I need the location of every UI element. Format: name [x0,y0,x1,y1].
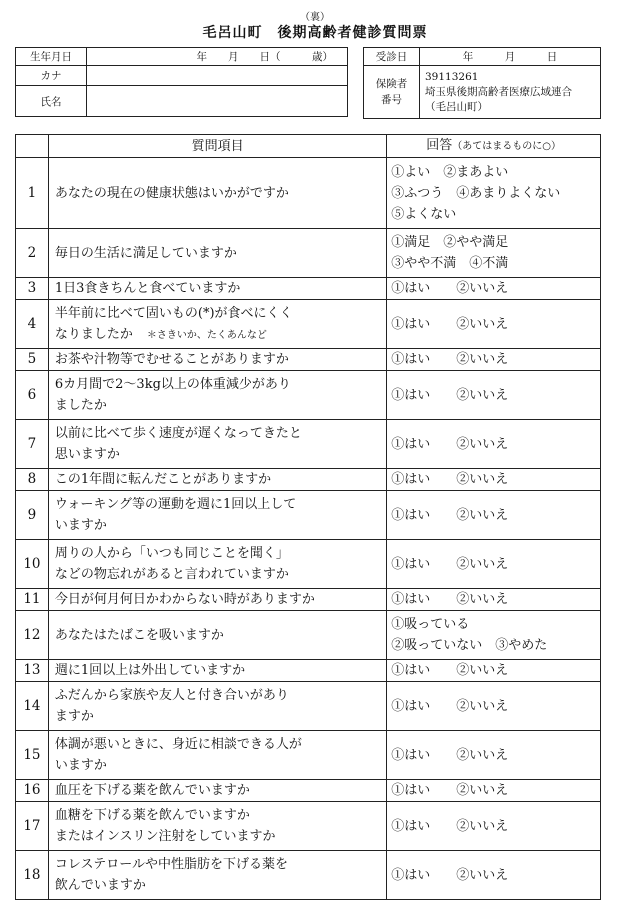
question-number-text: 17 [23,817,41,834]
answer-cell[interactable] [387,278,601,300]
question-line2: ますか [54,709,94,724]
question-number-text: 13 [23,662,41,678]
question-text [48,300,386,349]
question-row [16,300,601,349]
question-line2: いますか [54,518,107,533]
question-text [48,731,386,780]
name-field[interactable] [87,86,348,117]
question-text [48,371,386,420]
insurer-info [420,66,601,119]
answer-options-line1[interactable]: ①満足 ②やや満足 [391,235,509,250]
answer-header [387,135,601,158]
question-row [16,349,601,371]
question-line2-wrap [55,444,386,465]
answer-cell[interactable] [387,731,601,780]
answer-cell[interactable] [387,300,601,349]
question-number-text: 16 [23,782,41,798]
question-line1: この1年間に転んだことがありますか [54,472,272,487]
answer-options-line1[interactable]: ①はい ②いいえ [391,867,509,883]
answer-cell[interactable] [387,611,601,660]
question-text [48,682,386,731]
question-text [48,229,386,278]
question-number [16,682,49,731]
answer-cell[interactable] [387,491,601,540]
answer-cell[interactable] [387,469,601,491]
dob-field[interactable]: 年 月 日（ 歳） [87,48,348,66]
answer-options-line1[interactable]: ①はい ②いいえ [391,663,509,678]
kana-field[interactable] [87,66,348,86]
question-line1: 以前に比べて歩く速度が遅くなってきたと [54,426,302,441]
question-text [48,660,386,682]
question-row [16,540,601,589]
question-line1: 6カ月間で2～3kg以上の体重減少があり [54,377,291,392]
answer-options-line1[interactable]: ①よい ②まあよい [391,164,509,180]
question-number [16,371,49,420]
question-row [16,589,601,611]
question-text [48,802,386,851]
question-row [16,611,601,660]
question-line2: 思いますか [54,447,120,462]
insurer-number: 39113261 [425,70,479,83]
question-text [48,611,386,660]
answer-cell[interactable] [387,371,601,420]
question-line2-wrap [55,706,386,727]
question-number [16,491,49,540]
insurer-label [364,66,420,119]
question-number-text: 10 [23,555,41,572]
question-line2-wrap [55,324,386,346]
question-row [16,851,601,900]
question-row [16,278,601,300]
question-text [48,491,386,540]
question-row [16,731,601,780]
question-note: ＊さきいか、たくあんなど [146,329,267,341]
question-number-text: 7 [27,435,37,452]
question-number-text: 15 [23,746,41,763]
question-number [16,851,49,900]
question-number-text: 18 [23,866,41,883]
question-line2-wrap [55,564,386,585]
question-line2-wrap [55,515,386,536]
question-number-text: 4 [27,315,37,332]
answer-options-line1[interactable]: ①はい ②いいえ [391,507,509,523]
answer-options-line1[interactable]: ①はい ②いいえ [391,472,509,487]
name-label: 氏名 [16,86,87,117]
question-row [16,469,601,491]
question-number [16,229,49,278]
question-number [16,660,49,682]
question-text [48,540,386,589]
question-text [48,469,386,491]
question-line2: ましたか [54,398,107,413]
item-header: 質問項目 [48,135,386,158]
insurer-town: （毛呂山町） [425,100,488,113]
insurer-table [363,47,601,119]
question-number [16,611,49,660]
question-number [16,731,49,780]
question-line1: 体調が悪いときに、身近に相談できる人が [54,737,302,752]
question-line2-wrap [55,395,386,416]
question-text [48,278,386,300]
question-number [16,540,49,589]
answer-options-line1[interactable]: ①はい ②いいえ [391,592,509,607]
question-row [16,491,601,540]
answer-header-label: 回答 [426,138,453,153]
question-row [16,682,601,731]
answer-cell[interactable] [387,802,601,851]
question-row [16,371,601,420]
question-line1: ふだんから家族や友人と付き合いがあり [54,688,289,703]
question-number [16,780,49,802]
answer-options-line3[interactable]: ⑤よくない [391,206,457,222]
question-row [16,158,601,229]
answer-options-line1[interactable]: ①はい ②いいえ [391,698,509,714]
kana-label: カナ [16,66,87,86]
question-line1: コレステロールや中性脂肪を下げる薬を [54,857,288,872]
answer-cell[interactable] [387,682,601,731]
insurer-name: 埼玉県後期高齢者医療広域連合 [425,85,572,98]
answer-cell[interactable] [387,780,601,802]
question-text [48,589,386,611]
answer-options-line1[interactable]: ①はい ②いいえ [391,316,509,332]
question-number [16,300,49,349]
question-line2-wrap [55,826,386,847]
personal-info-table [15,47,348,117]
answer-options-line1[interactable]: ①はい ②いいえ [391,783,509,798]
question-line1: 周りの人から「いつも同じことを聞く」 [54,546,289,561]
question-text [48,780,386,802]
answer-cell[interactable] [387,229,601,278]
question-number [16,469,49,491]
question-number [16,420,49,469]
question-line2: 飲んでいますか [54,878,146,893]
question-number-text: 5 [27,351,37,367]
question-number [16,158,49,229]
question-line2: いますか [54,758,107,773]
visit-date-label: 受診日 [364,48,420,66]
answer-header-note: （あてはまるものに○） [452,141,562,152]
answer-cell[interactable] [387,589,601,611]
question-line1: 今日が何月何日かわからない時がありますか [54,592,315,607]
question-line2-wrap [55,875,386,896]
number-header [16,135,49,158]
question-row [16,780,601,802]
answer-cell[interactable] [387,420,601,469]
question-line1: 週に1回以上は外出していますか [54,663,246,678]
question-text [48,851,386,900]
question-text [48,158,386,229]
question-number-text: 14 [23,697,41,714]
insurer-label-line2: 番号 [381,94,402,106]
question-number-text: 12 [23,626,41,643]
question-line1: 半年前に比べて固いもの(*)が食べにくく [54,305,293,321]
answer-options-line1[interactable]: ①はい ②いいえ [391,281,509,296]
question-text [48,420,386,469]
questionnaire-table [15,134,601,900]
answer-options-line1[interactable]: ①はい ②いいえ [391,387,509,403]
answer-options-line1[interactable]: ①はい ②いいえ [391,352,509,367]
question-text [48,349,386,371]
answer-cell[interactable] [387,660,601,682]
question-number-text: 1 [27,184,37,201]
question-line2-wrap [55,755,386,776]
answer-options-line1[interactable]: ①はい ②いいえ [391,747,509,763]
question-number-text: 3 [27,280,37,296]
answer-options-line2[interactable]: ③やや不満 ④不満 [391,256,509,271]
question-line1: お茶や汁物等でむせることがありますか [54,352,289,367]
question-line2: またはインスリン注射をしていますか [54,829,276,844]
question-number-text: 2 [27,244,37,261]
answer-options-line1[interactable]: ①吸っている [391,617,470,632]
question-number [16,589,49,611]
answer-cell[interactable] [387,349,601,371]
question-number-text: 11 [23,591,41,607]
question-row [16,660,601,682]
questionnaire-body [16,158,601,900]
question-line1: あなたの現在の健康状態はいかがですか [54,185,289,201]
question-row [16,229,601,278]
question-row [16,420,601,469]
question-number [16,278,49,300]
question-number-text: 9 [27,506,37,523]
page-title: 毛呂山町 後期高齢者健診質問票 [202,25,428,41]
question-number [16,802,49,851]
question-number [16,349,49,371]
answer-cell[interactable] [387,851,601,900]
question-line1: 1日3食きちんと食べていますか [54,281,241,296]
question-line1: 毎日の生活に満足していますか [54,245,237,261]
answer-options-line1[interactable]: ①はい ②いいえ [391,818,509,834]
question-line1: 血圧を下げる薬を飲んでいますか [54,783,250,798]
question-line1: 血糖を下げる薬を飲んでいますか [54,808,250,823]
answer-cell[interactable] [387,540,601,589]
question-number-text: 8 [27,471,37,487]
question-number-text: 6 [27,386,37,403]
answer-options-line1[interactable]: ①はい ②いいえ [391,436,509,452]
answer-options-line1[interactable]: ①はい ②いいえ [391,556,509,572]
question-line1: ウォーキング等の運動を週に1回以上して [54,497,297,512]
insurer-label-line1: 保険者 [375,78,408,90]
question-line2: なりましたか [54,326,133,342]
answer-cell[interactable] [387,158,601,229]
question-line2: などの物忘れがあると言われていますか [54,567,289,582]
page-side-label: （裏） [300,12,330,23]
visit-date-field[interactable]: 年 月 日 [420,48,601,66]
question-row [16,802,601,851]
dob-label: 生年月日 [16,48,87,66]
answer-options-line2[interactable]: ②吸っていない ③やめた [391,638,548,653]
answer-options-line2[interactable]: ③ふつう ④あまりよくない [391,185,561,201]
question-line1: あなたはたばこを吸いますか [54,627,224,643]
